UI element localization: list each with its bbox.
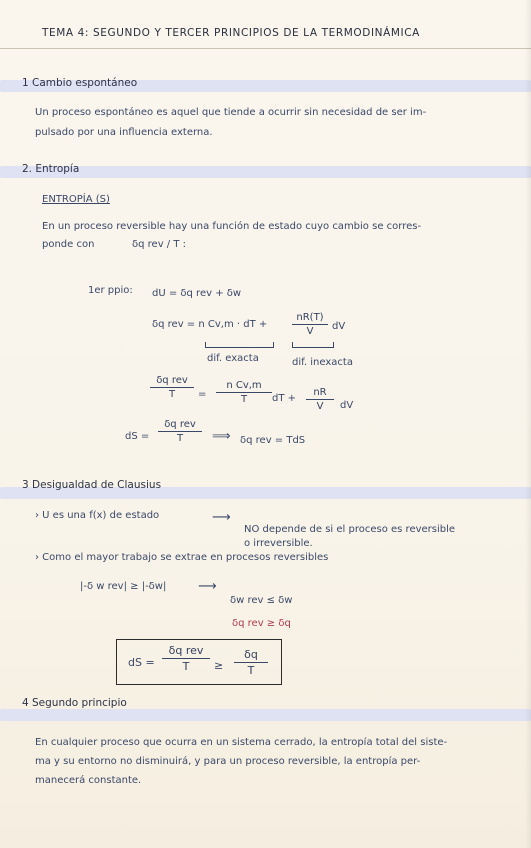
- page-title: TEMA 4: SEGUNDO Y TERCER PRINCIPIOS DE LA TERMODINÁMICA: [42, 27, 420, 39]
- bullet-1-arrow: ⟶: [212, 510, 231, 525]
- bullet-1-consequence-cont: o irreversible.: [244, 538, 313, 549]
- inexact-differential-label: dif. inexacta: [292, 357, 353, 368]
- implies-arrow: ⟹: [212, 429, 231, 444]
- first-law-equation: dU = δq rev + δw: [152, 288, 242, 299]
- bullet-2-text: › Como el mayor trabajo se extrae en procesos reversibles: [35, 552, 329, 563]
- inexact-differential-bracket: [292, 342, 334, 348]
- section-2-text-line-1: En un proceso reversible hay una función de estado cuyo cambio se corres-: [42, 221, 422, 232]
- section-4-text-line-3: manecerá constante.: [35, 775, 142, 786]
- title-divider: [0, 48, 531, 49]
- eq3-fraction: δq rev T: [158, 419, 202, 444]
- dq-equation-tail: dV: [332, 321, 346, 332]
- dq-over-t-fraction: δq rev T: [150, 375, 194, 400]
- work-inequality-arrow: ⟶: [198, 579, 217, 594]
- work-inequality: |-δ w rev| ≥ |-δw|: [80, 581, 167, 592]
- entropy-subheading: ENTROPÍA (S): [42, 194, 110, 205]
- section-4-heading: 4 Segundo principio: [22, 697, 127, 709]
- section-4-text-line-1: En cualquier proceso que ocurra en un sistema cerrado, la entropía total del siste-: [35, 737, 448, 748]
- box-fraction-irrev: $\frac{\delta q}{T}$: [234, 648, 268, 677]
- dq-over-t-expression: δq rev / T :: [132, 239, 186, 250]
- exact-differential-bracket: [205, 342, 274, 348]
- bullet-1-text: › U es una f(x) de estado: [35, 510, 160, 521]
- eq2-equals: =: [198, 389, 207, 400]
- exact-differential-label: dif. exacta: [207, 353, 259, 364]
- first-law-label: 1er ppio:: [88, 285, 133, 296]
- eq2-dV: dV: [340, 400, 354, 411]
- nr-over-v-fraction: $\frac{nR}{V}$: [306, 387, 334, 412]
- section-4-highlight: [0, 709, 531, 721]
- section-2-highlight: [0, 166, 531, 178]
- eq2-dT: dT +: [272, 393, 297, 404]
- box-ds: dS =: [128, 656, 155, 669]
- page-edge-shadow: [525, 0, 531, 848]
- dq-equation-fraction: $\frac{nR(T)}{V}$: [292, 312, 328, 337]
- section-1-text-line-2: pulsado por una influencia externa.: [35, 127, 213, 138]
- section-1-text-line-1: Un proceso espontáneo es aquel que tiende a ocurrir sin necesidad de ser im-: [35, 107, 427, 118]
- section-1-heading: 1 Cambio espontáneo: [22, 77, 138, 89]
- section-2-text-line-2: ponde con: [42, 239, 95, 250]
- section-3-heading: 3 Desigualdad de Clausius: [22, 479, 162, 491]
- box-ge: ≥: [214, 659, 224, 672]
- eq3-right: δq rev = TdS: [240, 435, 306, 446]
- section-2-heading: 2. Entropía: [22, 163, 80, 175]
- eq3-left: dS =: [125, 431, 150, 442]
- bullet-1-consequence: NO depende de si el proceso es reversible: [244, 524, 456, 535]
- box-fraction-rev: δq rev T: [162, 644, 210, 673]
- ncv-over-t-fraction: $\frac{\text{n Cv,m}}{T}$: [216, 380, 272, 405]
- section-4-text-line-2: ma y su entorno no disminuirá, y para un proceso reversible, la entropía per-: [35, 756, 421, 767]
- heat-inequality: δq rev ≥ δq: [232, 618, 291, 629]
- work-inequality-result: δw rev ≤ δw: [230, 595, 293, 606]
- dq-equation-left: δq rev = n Cv,m · dT +: [152, 319, 268, 330]
